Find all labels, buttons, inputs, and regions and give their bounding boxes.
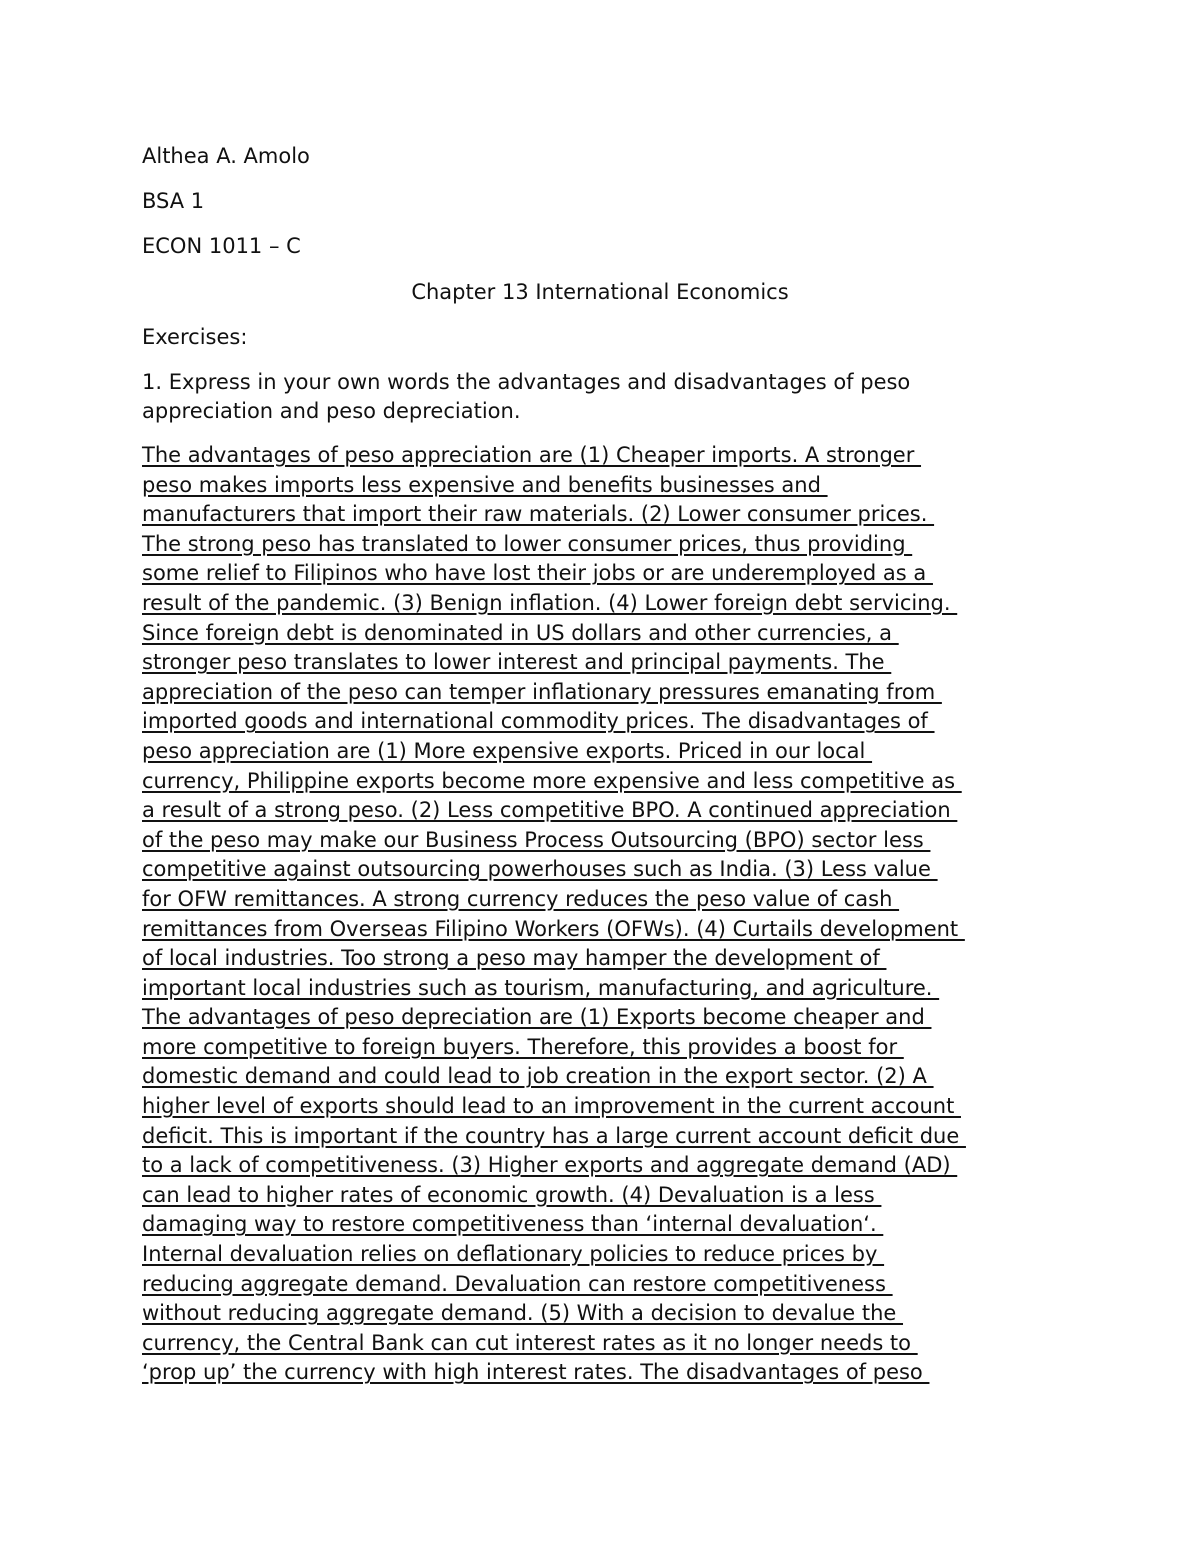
answer-line: The strong peso has translated to lower consumer prices, thus providing [142,531,913,556]
answer-line: domestic demand and could lead to job creation in the export sector. (2) A [142,1064,934,1089]
answer-line: can lead to higher rates of economic growth. (4) Devaluation is a less [142,1182,882,1207]
course-label: BSA 1 [142,189,205,213]
answer-line: peso makes imports less expensive and benefits businesses and [142,472,828,497]
answer-line: stronger peso translates to lower interest and principal payments. The [142,650,892,675]
answer-line: to a lack of competitiveness. (3) Higher exports and aggregate demand (AD) [142,1153,958,1178]
answer-line: appreciation of the peso can temper inflationary pressures emanating from [142,679,942,704]
answer-line: imported goods and international commodity prices. The disadvantages of [142,709,935,734]
subject-label: ECON 1011 – C [142,234,301,258]
answer-line: competitive against outsourcing powerhouses such as India. (3) Less value [142,857,938,882]
answer-line: remittances from Overseas Filipino Workers (OFWs). (4) Curtails development [142,916,965,941]
answer-line: ‘prop up’ the currency with high interest rates. The disadvantages of peso [142,1360,930,1385]
answer-line: for OFW remittances. A strong currency reduces the peso value of cash [142,886,900,911]
answer-line: currency, Philippine exports become more expensive and less competitive as [142,768,962,793]
answer-line: damaging way to restore competitiveness than ‘internal devaluation‘. [142,1212,884,1237]
answer-line: Internal devaluation relies on deflationary policies to reduce prices by [142,1242,885,1267]
answer-line: some relief to Filipinos who have lost their jobs or are underemployed as a [142,561,933,586]
answer-line: without reducing aggregate demand. (5) With a decision to devalue the [142,1301,904,1326]
answer-line: manufacturers that import their raw materials. (2) Lower consumer prices. [142,502,935,527]
answer-line: important local industries such as tourism, manufacturing, and agriculture. [142,975,940,1000]
answer-line: higher level of exports should lead to an improvement in the current account [142,1094,961,1119]
question-line-2: appreciation and peso depreciation. [142,399,521,423]
document-title: Chapter 13 International Economics [411,280,789,304]
answer-line: result of the pandemic. (3) Benign inflation. (4) Lower foreign debt servicing. [142,590,958,615]
answer-line: more competitive to foreign buyers. Therefore, this provides a boost for [142,1034,904,1059]
answer-paragraph [142,441,1082,1388]
answer-line: deficit. This is important if the country has a large current account deficit due [142,1123,966,1148]
answer-line: The advantages of peso appreciation are (1) Cheaper imports. A stronger [142,443,922,467]
author-name: Althea A. Amolo [142,144,310,168]
answer-line: peso appreciation are (1) More expensive exports. Priced in our local [142,738,873,763]
answer-line: a result of a strong peso. (2) Less competitive BPO. A continued appreciation [142,798,958,823]
answer-line: of local industries. Too strong a peso may hamper the development of [142,946,887,971]
question-line-1: 1. Express in your own words the advantages and disadvantages of peso [142,370,911,394]
answer-line: of the peso may make our Business Process Outsourcing (BPO) sector less [142,827,931,852]
answer-line: currency, the Central Bank can cut interest rates as it no longer needs to [142,1330,918,1355]
answer-line: The advantages of peso depreciation are (1) Exports become cheaper and [142,1005,932,1030]
answer-line: Since foreign debt is denominated in US dollars and other currencies, a [142,620,899,645]
exercises-heading: Exercises: [142,325,248,349]
answer-line: reducing aggregate demand. Devaluation can restore competitiveness [142,1271,893,1296]
